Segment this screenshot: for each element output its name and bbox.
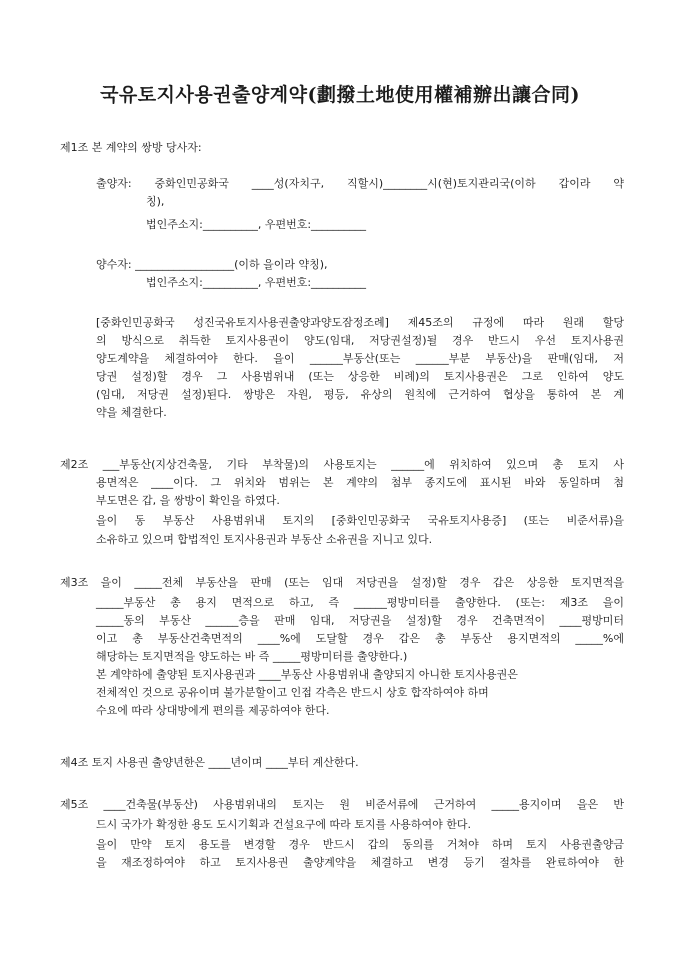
- transferor-line: 칭),: [146, 195, 165, 208]
- article-5-line: 을이 만약 토지 용도를 변경할 경우 반드시 갑의 동의를 거쳐야 하며 토지 사용권출양금: [96, 838, 624, 851]
- transferee-address-line: 법인주소지:__________, 우편번호:__________: [146, 276, 367, 289]
- preamble-line: (임대, 저당권 설정)된다. 쌍방은 자원, 평등, 유상의 원칙에 근거하여 협상을 통하여 본 계: [96, 388, 624, 401]
- article-2-line: 용면적은 ____이다. 그 위치와 범위는 본 계약의 첨부 종지도에 표시된 바와 동일하며 첨: [96, 476, 624, 489]
- transferee-line: 양수자: __________________(이하 을이라 약칭),: [96, 258, 328, 271]
- article-3-line: 본 계약하에 출양된 토지사용권과 ____부동산 사용범위내 출양되지 아니한 토지사용권은: [96, 668, 518, 681]
- article-5-line: 제5조 ____건축물(부동산) 사용범위내의 토지는 원 비준서류에 근거하여 _____용지이며 을은 반: [60, 798, 624, 811]
- article-3-line: _____부동산 총 용지 면적으로 하고, 즉 ______평방미터를 출양한다. (또는: 제3조 을이: [96, 596, 624, 609]
- preamble-line: 당권 설정)할 경우 그 사용범위내 (또는 상응한 비례)의 토지사용권은 그로 인하여 양도: [96, 370, 624, 383]
- article-3-line: 제3조 을이 _____전체 부동산을 판매 (또는 임대 저당권을 설정)할 경우 갑은 상응한 토지면적을: [60, 576, 624, 589]
- preamble-line: 의 방식으로 취득한 토지사용권이 양도(임대, 저당권설정)될 경우 반드시 우선 토지사용권: [96, 334, 624, 347]
- article-2-line: 제2조 ___부동산(지상건축물, 기타 부착물)의 사용토지는 ______에 위치하여 있으며 총 토지 사: [60, 458, 624, 471]
- article-3-line: _____동의 부동산 ______층을 판매 임대, 저당권을 설정)할 경우 건축면적이 ____평방미터: [96, 614, 624, 627]
- article-2-line: 을이 동 부동산 사용범위내 토지의 [중화인민공화국 국유토지사용증] (또는 비준서류)을: [96, 514, 624, 527]
- article-3-line: 해당하는 토지면적을 양도하는 바 즉 _____평방미터를 출양한다.): [96, 650, 408, 663]
- article-4-line: 제4조 토지 사용권 출양년한은 ____년이며 ____부터 계산한다.: [60, 756, 359, 769]
- article-3-line: 수요에 따라 상대방에게 편의를 제공하여야 한다.: [96, 704, 330, 717]
- preamble-line: [중화인민공화국 성진국유토지사용권출양과양도잠정조례] 제45조의 규정에 따라 원래 할당: [96, 316, 624, 329]
- article-2-line: 소유하고 있으며 합법적인 토지사용권과 부동산 소유권을 지니고 있다.: [96, 533, 433, 546]
- preamble-line: 양도계약을 체결하여야 한다. 을이 ______부동산(또는 ______부분 부동산)을 판매(임대, 저: [96, 352, 624, 365]
- article-1-heading: 제1조 본 계약의 쌍방 당사자:: [60, 141, 202, 154]
- transferor-line: 출양자: 중화인민공화국 ____성(자치구, 직할시)________시(현)토지관리국(이하 갑이라 약: [96, 177, 624, 190]
- article-3-line: 이고 총 부동산건축면적의 ____%에 도달할 경우 갑은 총 부동산 용지면적의 _____%에: [96, 632, 624, 645]
- article-5-line: 을 재조정하여야 하고 토지사용권 출양계약을 체결하고 변경 등기 절차를 완료하여야 한: [96, 856, 624, 869]
- article-5-line: 드시 국가가 확정한 용도 도시기획과 건설요구에 따라 토지를 사용하여야 한다.: [96, 818, 471, 831]
- page-title: 국유토지사용권출양계약(劃撥土地使用權補辦出讓合同): [100, 84, 580, 106]
- article-2-line: 부도면은 갑, 을 쌍방이 확인을 하였다.: [96, 494, 280, 507]
- preamble-line: 약을 체결한다.: [96, 406, 167, 419]
- article-3-line: 전체적인 것으로 공유이며 불가분할이고 인접 각측은 반드시 상호 합작하여야 하며: [96, 686, 489, 699]
- transferor-address-line: 법인주소지:__________, 우편번호:__________: [146, 218, 367, 231]
